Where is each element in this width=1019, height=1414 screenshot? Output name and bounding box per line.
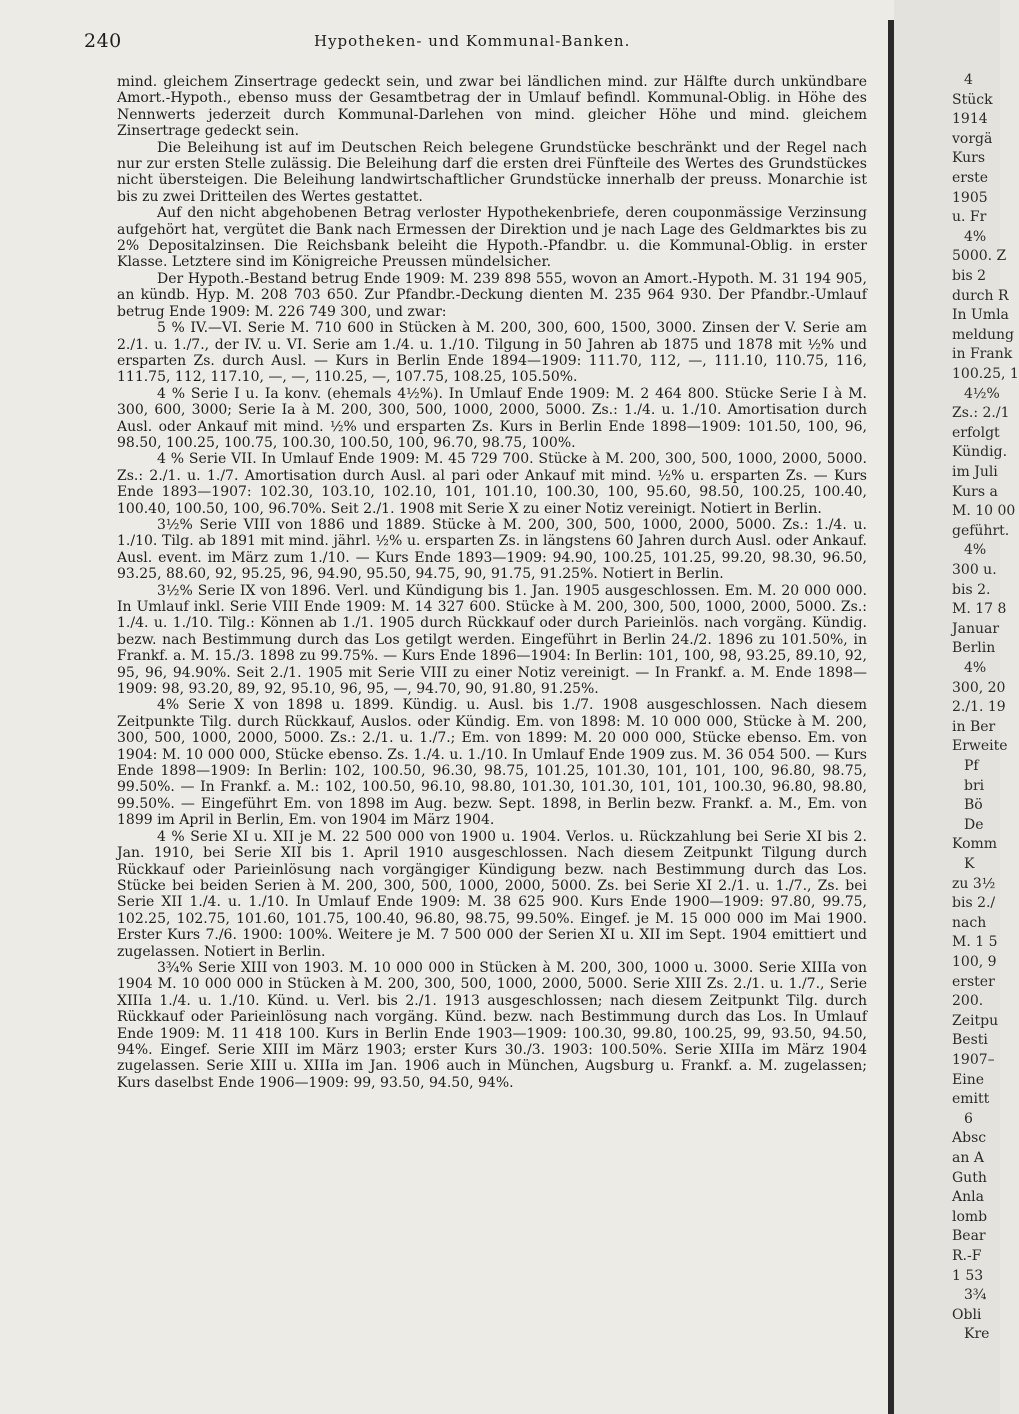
paragraph: 3¾% Serie XIII von 1903. M. 10 000 000 in Stücken à M. 200, 300, 1000 u. 3000. Serie XIIIa von 1904 M. 10 000 000 in Stücken à M. 200, 300, 500, 1000, 2000, 5000. Serie XIII Zs. 2./1. u. 1./7., Serie XIIIa 1./4. u. 1./10. Künd. u. Verl. bis 2./1. 1913 ausgeschlossen; nach diesem Zeitpunkt Tilg. durch Rückkauf oder Parieinlösung nach vorgäng. Künd. bezw. nach Bestimmung durch das Los. In Umlauf Ende 1909: M. 11 418 100. Kurs in Berlin Ende 1903—1909: 100.30, 99.80, 100.25, 99, 93.50, 94.50, 94%. Eingef. Serie XIII im März 1903; erster Kurs 30./3. 1903: 100.50%. Serie XIIIa im März 1904 zugelassen. Serie XIII u. XIIIa im Jan. 1906 auch in München, Augsburg u. Frankf. a. M. zugelassen; Kurs daselbst Ende 1906—1909: 99, 93.50, 94.50, 94%.	[117, 959, 867, 1091]
adjacent-page-fragment: 4½%	[964, 385, 1000, 402]
adjacent-page-fragment: 1907–	[952, 1052, 995, 1068]
adjacent-page-fragment: Pf	[964, 758, 979, 774]
adjacent-page-fragment: Anla	[952, 1189, 984, 1206]
adjacent-page-fragment: meldung	[952, 326, 1014, 343]
adjacent-page-fragment: 100, 9	[952, 954, 997, 970]
adjacent-page-edge	[894, 0, 1019, 1414]
adjacent-page-fragment: Eine	[952, 1071, 984, 1088]
adjacent-page-fragment: vorgä	[952, 130, 993, 147]
page-number: 240	[84, 30, 122, 52]
running-title: Hypotheken- und Kommunal-Banken.	[314, 32, 631, 50]
adjacent-page-fragment: Januar	[952, 620, 1000, 637]
adjacent-page-fragment: Zs.: 2./1	[952, 405, 1010, 422]
adjacent-page-fragment: M. 10 00	[952, 503, 1016, 520]
adjacent-page-fragment: 1905	[952, 189, 988, 206]
adjacent-page-fragment: geführt.	[952, 522, 1010, 539]
adjacent-page-fragment: Bö	[964, 797, 983, 814]
adjacent-page-fragment: nach	[952, 914, 987, 931]
adjacent-page-fragment: 4	[964, 72, 973, 88]
adjacent-page-fragment: in Ber	[952, 718, 996, 735]
adjacent-page-fragment: im Juli	[952, 464, 998, 480]
paragraph: 4% Serie X von 1898 u. 1899. Kündig. u. Ausl. bis 1./7. 1908 ausgeschlossen. Nach diesem Zeitpunkte Tilg. durch Rückkauf, Auslos. oder Kündig. Em. von 1898: M. 10 000 000, Stücke à M. 200, 300, 500, 1000, 2000, 5000. Zs.: 2./1. u. 1./7.; Em. von 1899: M. 20 000 000, Stücke ebenso. Em. von 1904: M. 10 000 000, Stücke ebenso. Zs. 1./4. u. 1./10. In Umlauf Ende 1909 zus. M. 36 054 500. — Kurs Ende 1898—1909: In Berlin: 102, 100.50, 96.30, 98.75, 101.25, 101.30, 101, 101, 100, 96.80, 98.75, 99.50%. — In Frankf. a. M.: 102, 100.50, 96.10, 98.80, 101.30, 101.30, 101, 101, 100.30, 96.80, 98.80, 99.50%. — Eingeführt Em. von 1898 im Aug. bezw. Sept. 1898, in Berlin bezw. Frankf. a. M., Em. von 1899 im April in Berlin, Em. von 1904 im März 1904.	[117, 697, 867, 829]
adjacent-page-fragment: In Umla	[952, 307, 1009, 324]
adjacent-page-fragment: 300, 20	[952, 679, 1006, 696]
adjacent-page-fragment: Bear	[952, 1228, 986, 1245]
adjacent-page-fragment: durch R	[952, 287, 1009, 304]
paragraph: 3½% Serie VIII von 1886 und 1889. Stücke à M. 200, 300, 500, 1000, 2000, 5000. Zs.: 1./4. u. 1./10. Tilg. ab 1891 mit mind. jährl. ½% u. ersparten Zs. in längstens 60 Jahren durch Ausl. oder Ankauf. Ausl. event. im März zum 1./10. — Kurs Ende 1893—1909: 94.90, 100.25, 101.25, 99.20, 98.30, 96.50, 93.25, 88.60, 92, 95.25, 96, 94.90, 95.50, 94.75, 90, 91.75, 91.25%. Notiert in Berlin.	[117, 516, 867, 583]
adjacent-page-fragment: R.-F	[952, 1248, 982, 1264]
adjacent-page-fragment: erster	[952, 973, 995, 990]
adjacent-page-fragment: erste	[952, 170, 989, 186]
adjacent-page-fragment: erfolgt	[952, 424, 1000, 441]
paragraph: Auf den nicht abgehobenen Betrag verloster Hypothekenbriefe, deren couponmässige Verzinsung aufgehört hat, vergütet die Bank nach Ermessen der Direktion und je nach Lage des Geldmarktes bis zu 2% Depositalzinsen. Die Reichsbank beleiht die Hypoth.-Pfandbr. u. die Kommunal-Oblig. in erster Klasse. Letztere sind im Königreiche Preussen mündelsicher.	[117, 205, 867, 271]
paragraph: 4 % Serie I u. Ia konv. (ehemals 4½%). In Umlauf Ende 1909: M. 2 464 800. Stücke Serie I à M. 300, 600, 3000; Serie Ia à M. 200, 300, 500, 1000, 2000, 5000. Zs.: 1./4. u. 1./10. Amortisation durch Ausl. oder Ankauf mit mind. ½% und ersparten Zs. Kurs in Berlin Ende 1898—1909: 101.50, 100, 96, 98.50, 100.25, 100.75, 100.30, 100.50, 100, 96.70, 98.75, 100%.	[117, 385, 867, 451]
paragraph: 5 % IV.—VI. Serie M. 710 600 in Stücken à M. 200, 300, 600, 1500, 3000. Zinsen der V. Serie am 2./1. u. 1./7., der IV. u. VI. Serie am 1./4. u. 1./10. Tilgung in 50 Jahren ab 1875 und 1878 mit ½% und ersparten Zs. durch Ausl. — Kurs in Berlin Ende 1894—1909: 111.70, 112, —, 111.10, 110.75, 116, 111.75, 112, 117.10, —, —, 110.25, —, 107.75, 108.25, 105.50%.	[117, 320, 867, 386]
paragraph: 4 % Serie XI u. XII je M. 22 500 000 von 1900 u. 1904. Verlos. u. Rückzahlung bei Serie XI bis 2. Jan. 1910, bei Serie XII bis 1. April 1910 ausgeschlossen. Nach diesem Zeitpunkt Tilgung durch Rückkauf oder Parieinlösung nach vorgängiger Kündigung bezw. nach Bestimmung durch das Los. Stücke bei beiden Serien à M. 200, 300, 500, 1000, 2000, 5000. Zs. bei Serie XI 2./1. u. 1./7., Zs. bei Serie XII 1./4. u. 1./10. In Umlauf Ende 1909: M. 38 625 900. Kurs Ende 1900—1909: 97.80, 99.75, 102.25, 102.75, 101.60, 101.75, 100.40, 96.80, 98.75, 99.50%. Eingef. je M. 15 000 000 im Mai 1900. Erster Kurs 7./6. 1900: 100%. Weitere je M. 7 500 000 der Serien XI u. XII im Sept. 1904 emittiert und zugelassen. Notiert in Berlin.	[117, 828, 867, 960]
adjacent-page-fragment: 1914	[952, 111, 988, 128]
adjacent-page-fragment: 5000. Z	[952, 248, 1007, 265]
adjacent-page-fragment: 4%	[964, 660, 987, 676]
paragraph: Die Beleihung ist auf im Deutschen Reich belegene Grundstücke beschränkt und der Regel nach nur zur ersten Stelle zulässig. Die Beleihung darf die ersten drei Fünfteile des Wertes des Grundstückes nicht übersteigen. Die Beleihung landwirtschaftlicher Grundstücke innerhalb der preuss. Monarchie ist bis zu zwei Dritteilen des Wertes gestattet.	[117, 139, 867, 205]
adjacent-page-fragment: Besti	[952, 1032, 988, 1049]
adjacent-page-fragment: Absc	[952, 1130, 987, 1147]
adjacent-page-fragment: bis 2	[952, 268, 986, 284]
adjacent-page-fragment: 6	[964, 1110, 973, 1127]
adjacent-page-fragment: Kündig.	[952, 444, 1008, 461]
adjacent-page-fragment: lomb	[952, 1208, 988, 1225]
paragraph: mind. gleichem Zinsertrage gedeckt sein, und zwar bei ländlichen mind. zur Hälfte durch unkündbare Amort.-Hypoth., ebenso muss der Gesamtbetrag der in Umlauf befindl. Kommunal-Oblig. in Höhe des Nennwerts jederzeit durch Kommunal-Darlehen von mind. gleicher Höhe und mind. gleichem Zinsertrage gedeckt sein.	[117, 74, 867, 140]
adjacent-page-fragment: Guth	[952, 1169, 987, 1186]
adjacent-page-fragment: 4%	[964, 542, 987, 559]
adjacent-page-fragment: 3¾	[964, 1287, 987, 1304]
adjacent-page-fragment: u. Fr	[952, 209, 987, 226]
body-text	[117, 74, 867, 1404]
adjacent-page-fragment: Komm	[952, 836, 998, 853]
adjacent-page-fragment: 2./1. 19	[952, 699, 1006, 716]
adjacent-page-fragment: Kurs a	[952, 483, 998, 500]
paragraph: Der Hypoth.-Bestand betrug Ende 1909: M. 239 898 555, wovon an Amort.-Hypoth. M. 31 194 905, an kündb. Hyp. M. 208 703 650. Zur Pfandbr.-Deckung dienten M. 235 964 930. Der Pfandbr.-Umlauf betrug Ende 1909: M. 226 749 300, und zwar:	[117, 270, 867, 320]
adjacent-page-fragment: bis 2.	[952, 581, 991, 598]
adjacent-page-fragment: bis 2./	[952, 895, 996, 912]
adjacent-page-fragment: M. 17 8	[952, 601, 1007, 618]
adjacent-page-fragment: M. 1 5	[952, 934, 998, 951]
adjacent-page-fragment: Stück	[952, 91, 993, 108]
adjacent-page-fragment: an A	[952, 1150, 984, 1166]
adjacent-page-fragment: Zeitpu	[952, 1012, 999, 1029]
adjacent-page-fragment: Berlin	[952, 640, 996, 657]
adjacent-page-fragment: 200.	[952, 993, 984, 1010]
adjacent-page-fragment: 1 53	[952, 1267, 984, 1284]
adjacent-page-fragment: De	[964, 816, 984, 833]
adjacent-page-fragment: 300 u.	[952, 562, 997, 578]
adjacent-page-fragment: 4%	[964, 228, 987, 245]
adjacent-page-fragment: bri	[964, 777, 985, 794]
adjacent-page-fragment: Erweite	[952, 738, 1008, 755]
adjacent-page-fragment: Kurs	[952, 150, 986, 167]
adjacent-page-fragment: K	[964, 856, 975, 872]
adjacent-page-fragment: in Frank	[952, 346, 1013, 363]
paragraph: 3½% Serie IX von 1896. Verl. und Kündigung bis 1. Jan. 1905 ausgeschlossen. Em. M. 20 000 000. In Umlauf inkl. Serie VIII Ende 1909: M. 14 327 600. Stücke à M. 200, 300, 500, 1000, 2000, 5000. Zs.: 1./4. u. 1./10. Tilg.: Können ab 1./1. 1905 durch Rückkauf oder durch Pariеinlös. nach vorgäng. Kündig. bezw. nach Bestimmung durch das Los getilgt werden. Eingeführt in Berlin 24./2. 1896 zu 101.50%, in Frankf. a. M. 15./3. 1898 zu 99.75%. — Kurs Ende 1896—1904: In Berlin: 101, 100, 98, 93.25, 89.10, 92, 95, 96, 94.90%. Seit 2./1. 1905 mit Serie VIII zu einer Notiz vereinigt. — In Frankf. a. M. Ende 1898—1909: 98, 93.20, 89, 92, 95.10, 96, 95, —, 94.70, 90, 91.80, 91.25%.	[117, 582, 867, 698]
adjacent-page-fragment: emitt	[952, 1091, 990, 1108]
adjacent-page-fragment: Obli	[952, 1306, 982, 1323]
paragraph: 4 % Serie VII. In Umlauf Ende 1909: M. 45 729 700. Stücke à M. 200, 300, 500, 1000, 2000, 5000. Zs.: 2./1. u. 1./7. Amortisation durch Ausl. al pari oder Ankauf mit mind. ½% u. ersparten Zs. — Kurs Ende 1893—1907: 102.30, 103.10, 102.10, 101, 101.10, 100.30, 100, 95.60, 98.50, 100.25, 100.40, 100.40, 100.50, 100, 96.70%. Seit 2./1. 1908 mit Serie X zu einer Notiz vereinigt. Notiert in Berlin.	[117, 451, 867, 517]
adjacent-page-fragment: zu 3½	[952, 875, 996, 892]
adjacent-page-fragment: Kre	[964, 1326, 990, 1343]
adjacent-page-fragment: 100.25, 1	[952, 366, 1019, 382]
page-header	[84, 30, 874, 54]
